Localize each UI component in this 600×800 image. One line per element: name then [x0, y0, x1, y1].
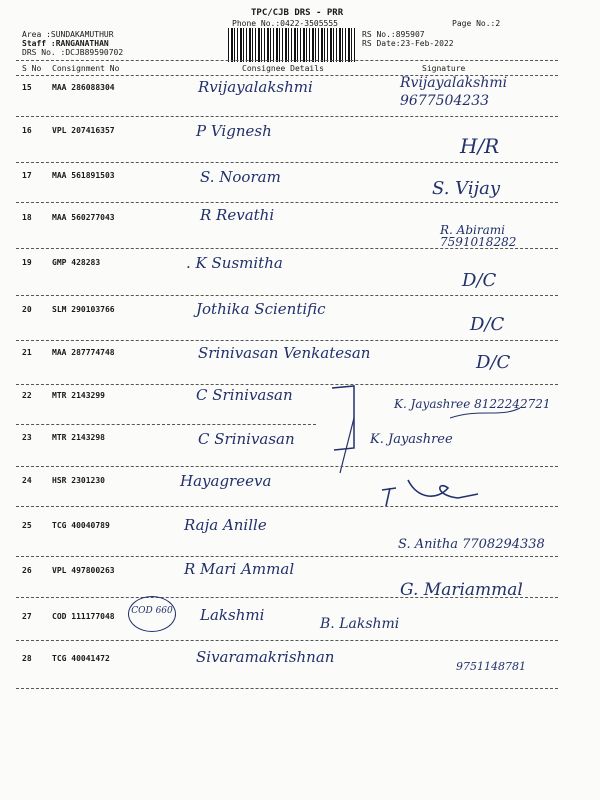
row-sno: 18 [22, 213, 32, 222]
signature-handwriting: G. Mariammal [400, 580, 523, 600]
row-consignment: VPL 497800263 [52, 566, 115, 575]
col-header-consignee: Consignee Details [242, 64, 324, 73]
phone-number: Phone No.:0422-3505555 [232, 19, 338, 28]
row-consignment: HSR 2301230 [52, 476, 105, 485]
consignee-handwriting: Hayagreeva [180, 472, 272, 490]
row-consignment: MTR 2143298 [52, 433, 105, 442]
signature-handwriting: H/R [460, 134, 500, 158]
signature-handwriting: S. Vijay [432, 178, 501, 199]
row-sno: 24 [22, 476, 32, 485]
col-header-consignment: Consignment No [52, 64, 120, 73]
signature-handwriting: D/C [470, 314, 505, 335]
divider [16, 248, 558, 249]
rs-number: RS No.:895907 [362, 30, 425, 39]
divider [16, 116, 558, 117]
divider [16, 424, 316, 425]
consignee-handwriting: Srinivasan Venkatesan [198, 344, 371, 362]
row-consignment: TCG 40040789 [52, 521, 110, 530]
staff-label: Staff :RANGANATHAN [22, 39, 109, 48]
consignee-handwriting: R Mari Ammal [184, 560, 295, 578]
drs-number: DRS No. :DCJB89590702 [22, 48, 124, 57]
row-consignment: MAA 287774748 [52, 348, 115, 357]
divider [16, 340, 558, 341]
divider [16, 60, 558, 61]
signature-handwriting: D/C [476, 352, 511, 373]
signature-handwriting: S. Anitha 7708294338 [398, 537, 545, 552]
signature-handwriting: K. Jayashree 8122242721 [394, 397, 551, 411]
consignee-handwriting: Lakshmi [200, 606, 265, 624]
divider [16, 162, 558, 163]
consignee-handwriting: P Vignesh [196, 122, 272, 140]
signature-handwriting: D/C [462, 270, 497, 291]
document-title: TPC/CJB DRS - PRR [251, 8, 344, 18]
divider [16, 640, 558, 641]
row-consignment: COD 111177048 [52, 612, 115, 621]
signature-scribble [378, 470, 488, 510]
page-number: Page No.:2 [452, 19, 501, 28]
row-consignment: SLM 290103766 [52, 305, 115, 314]
consignee-handwriting: Jothika Scientific [196, 300, 326, 318]
row-sno: 22 [22, 391, 32, 400]
row-sno: 23 [22, 433, 32, 442]
consignee-handwriting: C Srinivasan [196, 386, 293, 404]
consignee-handwriting: R Revathi [200, 206, 275, 224]
consignee-handwriting: Sivaramakrishnan [196, 648, 335, 666]
row-consignment: TCG 40041472 [52, 654, 110, 663]
signature-handwriting: Rvijayalakshmi 9677504233 [400, 75, 508, 109]
signature-handwriting: 9751148781 [456, 660, 526, 673]
divider [16, 506, 558, 507]
row-consignment: MTR 2143299 [52, 391, 105, 400]
rs-date: RS Date:23-Feb-2022 [362, 39, 454, 48]
consignee-handwriting: S. Nooram [200, 168, 281, 186]
divider [16, 597, 558, 598]
row-consignment: MAA 560277043 [52, 213, 115, 222]
row-sno: 16 [22, 126, 32, 135]
consignee-handwriting: Rvijayalakshmi [198, 78, 313, 96]
signature-handwriting: R. Abirami 7591018282 [440, 223, 517, 249]
cod-stamp [128, 596, 176, 632]
row-consignment: GMP 428283 [52, 258, 101, 267]
cod-stamp-text: COD 660 [131, 606, 173, 616]
signature-handwriting: K. Jayashree [370, 432, 453, 447]
divider [16, 295, 558, 296]
row-sno: 27 [22, 612, 32, 621]
row-sno: 19 [22, 258, 32, 267]
row-sno: 17 [22, 171, 32, 180]
divider [16, 202, 558, 203]
row-consignment: VPL 207416357 [52, 126, 115, 135]
divider [16, 556, 558, 557]
col-header-signature: Signature [422, 64, 466, 73]
divider [16, 466, 558, 467]
signature-handwriting: B. Lakshmi [320, 616, 400, 632]
row-sno: 26 [22, 566, 32, 575]
row-sno: 21 [22, 348, 32, 357]
consignee-handwriting: C Srinivasan [198, 430, 295, 448]
row-sno: 28 [22, 654, 32, 663]
area-label: Area :SUNDAKAMUTHUR [22, 30, 114, 39]
row-sno: 15 [22, 83, 32, 92]
row-consignment: MAA 286088304 [52, 83, 115, 92]
divider [16, 688, 558, 689]
bracket-mark [330, 378, 530, 478]
row-sno: 25 [22, 521, 32, 530]
consignee-handwriting: . K Susmitha [186, 254, 283, 272]
row-sno: 20 [22, 305, 32, 314]
col-header-sno: S No [22, 64, 42, 73]
consignee-handwriting: Raja Anille [184, 516, 267, 534]
barcode [228, 28, 356, 62]
row-consignment: MAA 561891503 [52, 171, 115, 180]
